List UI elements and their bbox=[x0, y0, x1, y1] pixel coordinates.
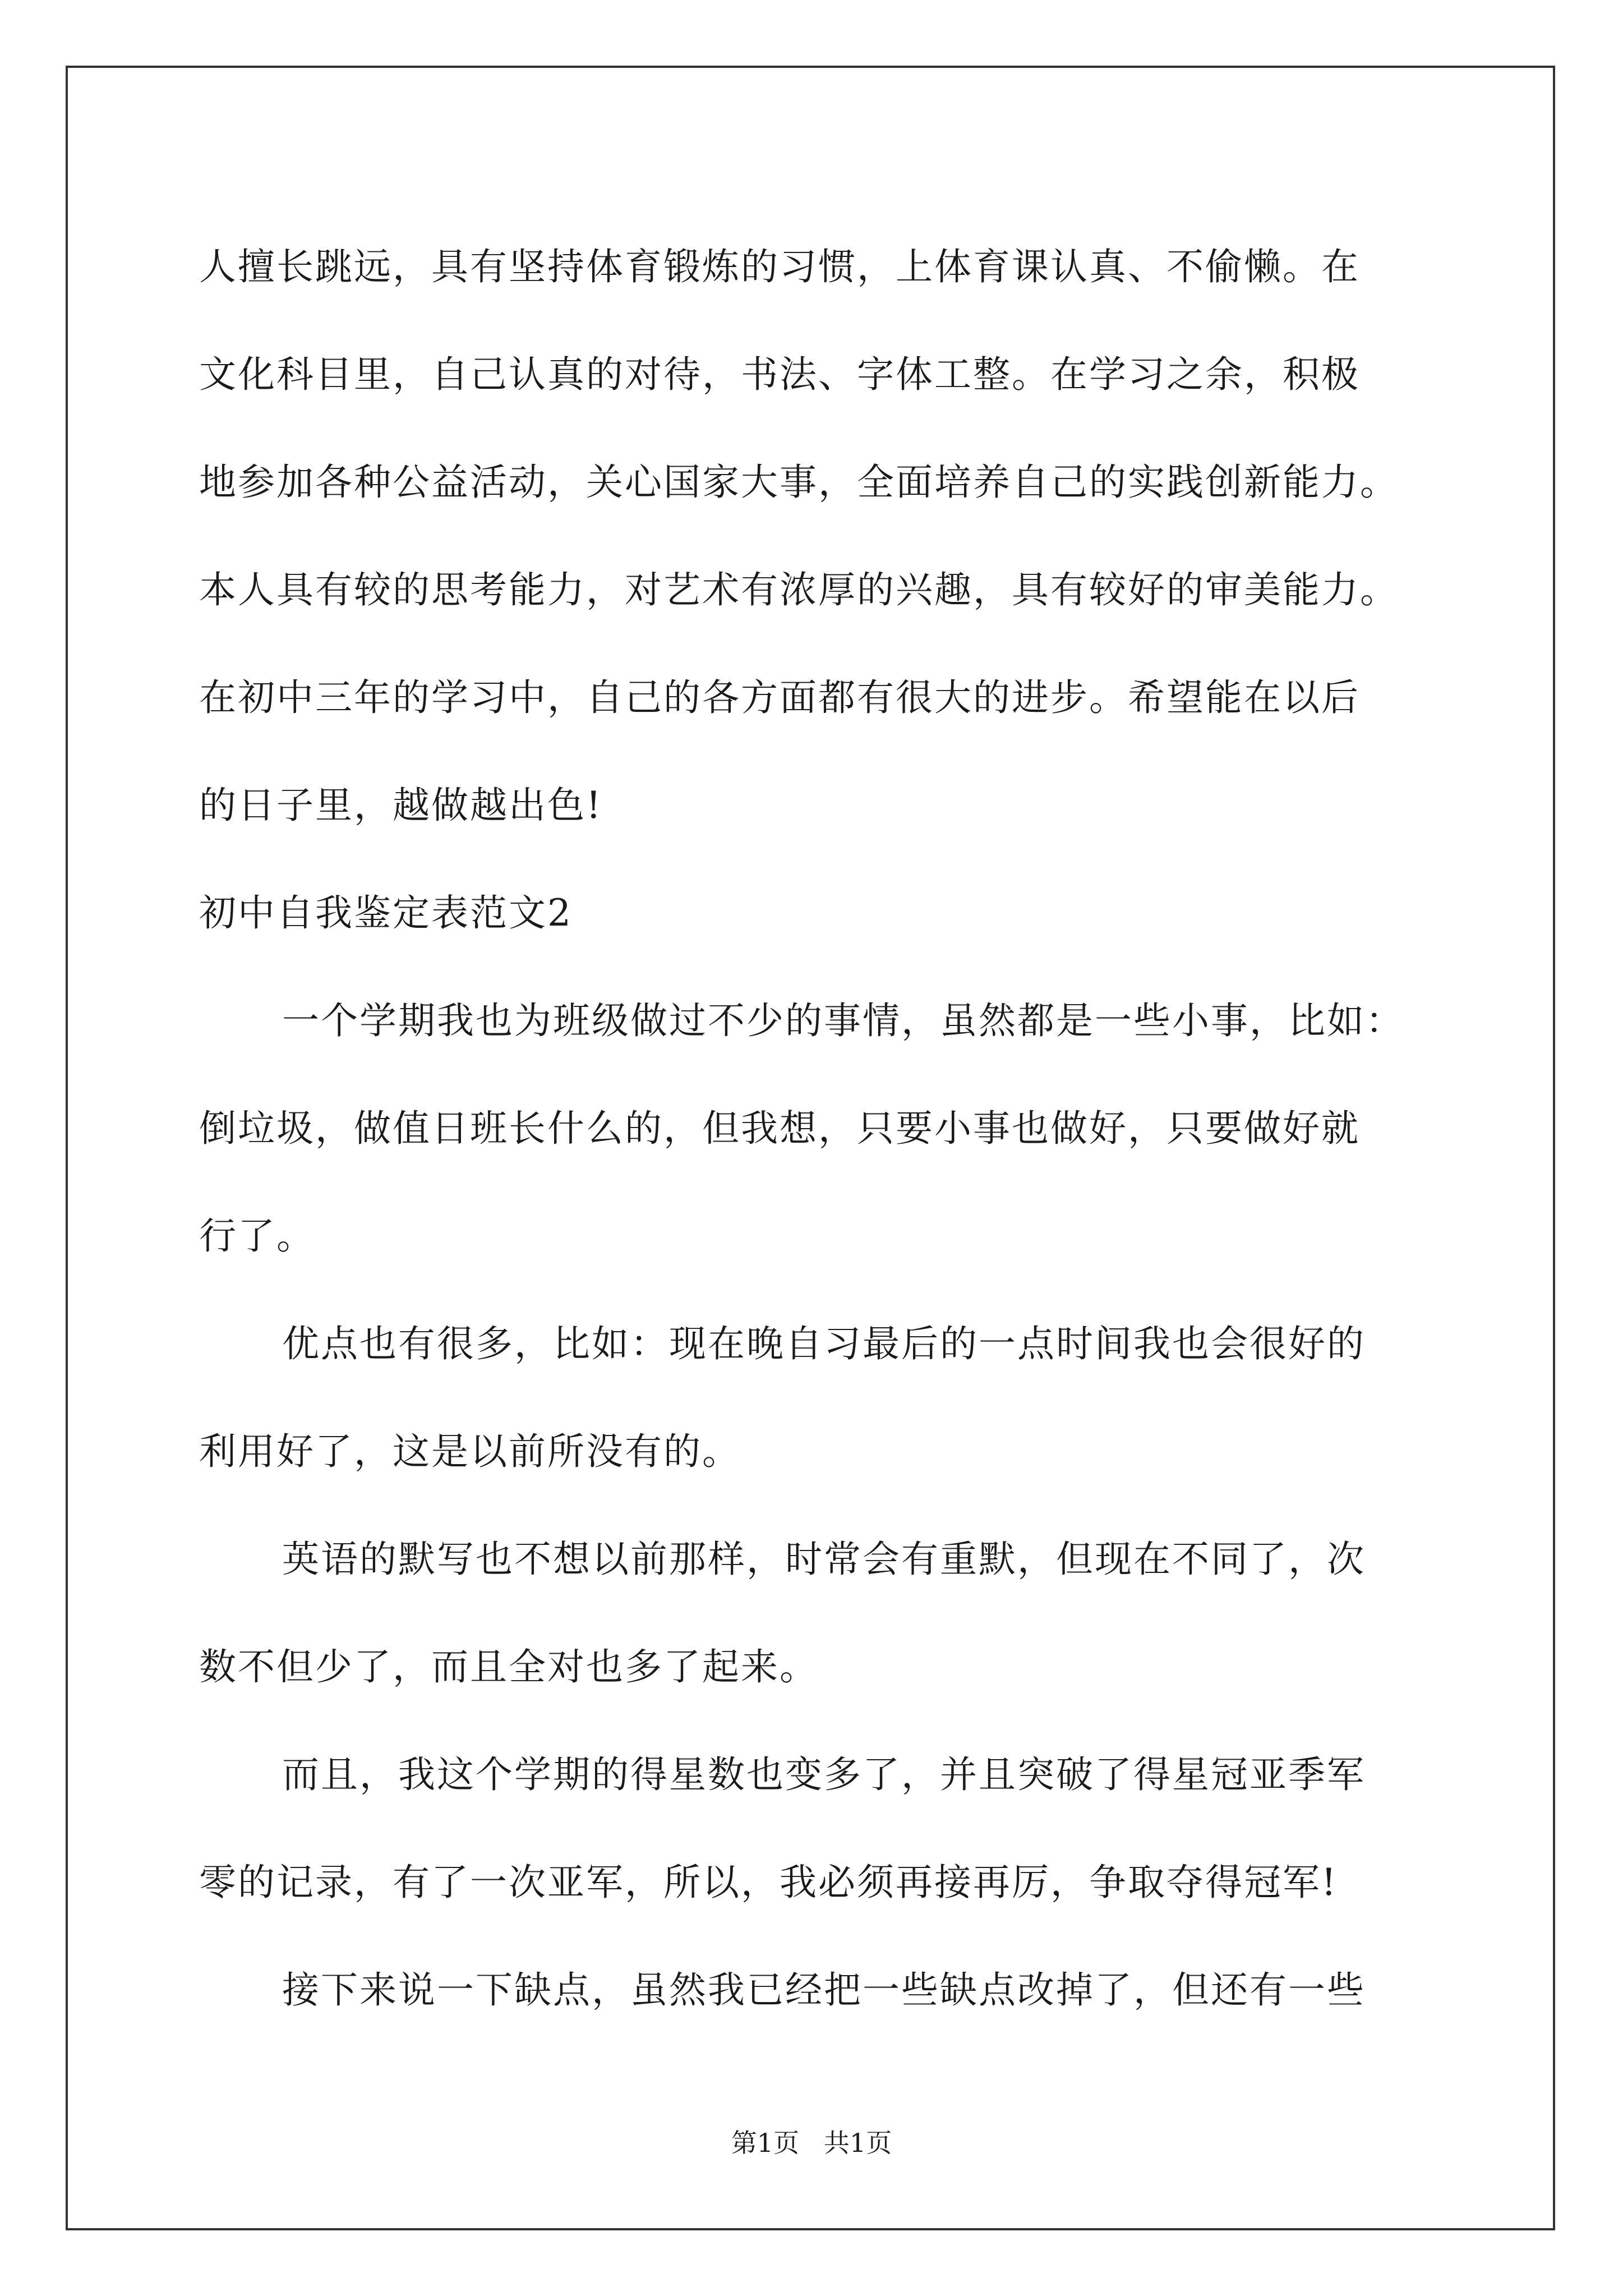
paragraph-first-line: 英语的默写也不想以前那样，时常会有重默，但现在不同了，次 bbox=[282, 1538, 1366, 1581]
document-body bbox=[199, 213, 1472, 2044]
text-line: 数不但少了，而且全对也多了起来。 bbox=[199, 1645, 818, 1688]
text-line: 行了。 bbox=[199, 1214, 315, 1258]
text-line: 人擅长跳远，具有坚持体育锻炼的习惯，上体育课认真、不偷懒。在 bbox=[199, 245, 1360, 288]
text-line: 文化科目里，自己认真的对待，书法、字体工整。在学习之余，积极 bbox=[199, 353, 1360, 396]
text-line: 本人具有较的思考能力，对艺术有浓厚的兴趣，具有较好的审美能力。 bbox=[199, 568, 1399, 611]
paragraph-first-line: 一个学期我也为班级做过不少的事情，虽然都是一些小事，比如： bbox=[282, 999, 1404, 1042]
text-line: 的日子里，越做越出色! bbox=[199, 784, 603, 827]
paragraph-first-line: 优点也有很多，比如：现在晚自习最后的一点时间我也会很好的 bbox=[282, 1322, 1366, 1365]
paragraph-first-line: 接下来说一下缺点，虽然我已经把一些缺点改掉了，但还有一些 bbox=[282, 1968, 1366, 2012]
text-line: 在初中三年的学习中，自己的各方面都有很大的进步。希望能在以后 bbox=[199, 676, 1360, 719]
text-line: 倒垃圾，做值日班长什么的，但我想，只要小事也做好，只要做好就 bbox=[199, 1107, 1360, 1150]
page-footer: 第1页 共1页 bbox=[731, 2128, 892, 2158]
paragraph-first-line: 而且，我这个学期的得星数也变多了，并且突破了得星冠亚季军 bbox=[282, 1753, 1366, 1796]
text-line: 利用好了，这是以前所没有的。 bbox=[199, 1430, 741, 1473]
text-line: 零的记录，有了一次亚军，所以，我必须再接再厉，争取夺得冠军! bbox=[199, 1861, 1338, 1904]
text-line: 地参加各种公益活动，关心国家大事，全面培养自己的实践创新能力。 bbox=[199, 461, 1399, 504]
section-heading: 初中自我鉴定表范文2 bbox=[199, 891, 573, 935]
